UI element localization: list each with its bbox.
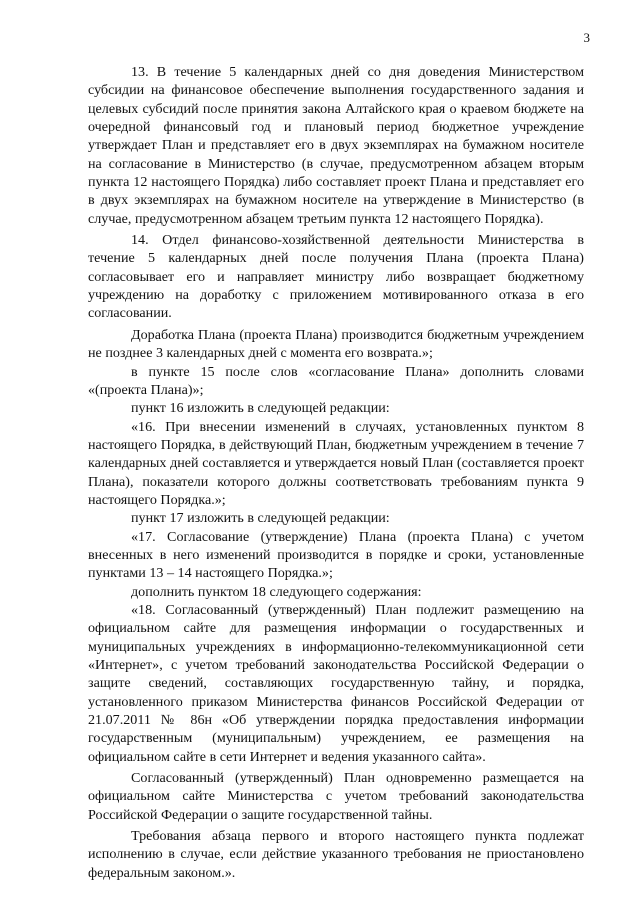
paragraph-item-13: 13. В течение 5 календарных дней со дня доведения Министерством субсидии на финансовое обеспечение выполнения государственного задания и целевых субсидий после принятия закона Алтайского края о краевом бюджете на очередной финансовый год и плановый период бюджетное учреждение утверждает План и представляет его в двух экземплярах на бумажном носителе на согласование в Министерство (в случае, предусмотренном абзацем вторым пункта 12 настоящего Порядка) либо составляет проект Плана и представляет его в двух экземплярах на бумажном носителе на утверждение в Министерство (в случае, предусмотренном абзацем третьим пункта 12 настоящего Порядка). (88, 64, 584, 227)
paragraph-amend-16-intro: пункт 16 изложить в следующей редакции: (131, 400, 390, 417)
paragraph-revision-note: Доработка Плана (проекта Плана) производится бюджетным учреждением не позднее 3 календарных дней с момента его возврата.»; (88, 326, 584, 362)
paragraph-item-18: «18. Согласованный (утвержденный) План подлежит размещению на официальном сайте для размещения информации о государственных и муниципальных учреждениях в информационно-телекоммуникационной сети «Интернет», с учетом требований законодательства Российской Федерации о защите сведений, составляющих государственную тайну, и порядка, установленного приказом Министерства финансов Российской Федерации от 21.07.2011 № 86н «Об утверждении порядка предоставления информации государственным (муниципальным) учреждением, ее размещения на официальном сайте в сети Интернет и ведения указанного сайта». (88, 601, 584, 765)
paragraph-item-16: «16. При внесении изменений в случаях, установленных пунктом 8 настоящего Порядка, в действующий План, бюджетным учреждением в течение 7 календарных дней составляется и утверждается новый План (составляется проект Плана), показатели которого должны соответствовать требованиям пункта 9 настоящего Порядка.»; (88, 418, 584, 508)
paragraph-item-17: «17. Согласование (утверждение) Плана (проекта Плана) с учетом внесенных в него изменений производится в порядке и сроки, установленные пунктами 13 – 14 настоящего Порядка.»; (88, 528, 584, 582)
paragraph-requirements: Требования абзаца первого и второго настоящего пункта подлежат исполнению в случае, если действие указанного требования не приостановлено федеральным законом.». (88, 828, 584, 881)
paragraph-amend-15: в пункте 15 после слов «согласование Плана» дополнить словами «(проекта Плана)»; (88, 363, 584, 398)
paragraph-item-14: 14. Отдел финансово-хозяйственной деятельности Министерства в течение 5 календарных дней после получения Плана (проекта Плана) согласовывает его и направляет министру либо возвращает бюджетному учреждению на доработку с приложением мотивированного отказа в его согласовании. (88, 232, 584, 322)
paragraph-publication: Согласованный (утвержденный) План одновременно размещается на официальном сайте Министерства с учетом требований законодательства Российской Федерации о защите государственной тайны. (88, 770, 584, 823)
page-number: 3 (583, 30, 590, 45)
paragraph-amend-18-intro: дополнить пунктом 18 следующего содержания: (131, 583, 422, 600)
paragraph-amend-17-intro: пункт 17 изложить в следующей редакции: (131, 510, 390, 527)
document-body (88, 63, 584, 882)
